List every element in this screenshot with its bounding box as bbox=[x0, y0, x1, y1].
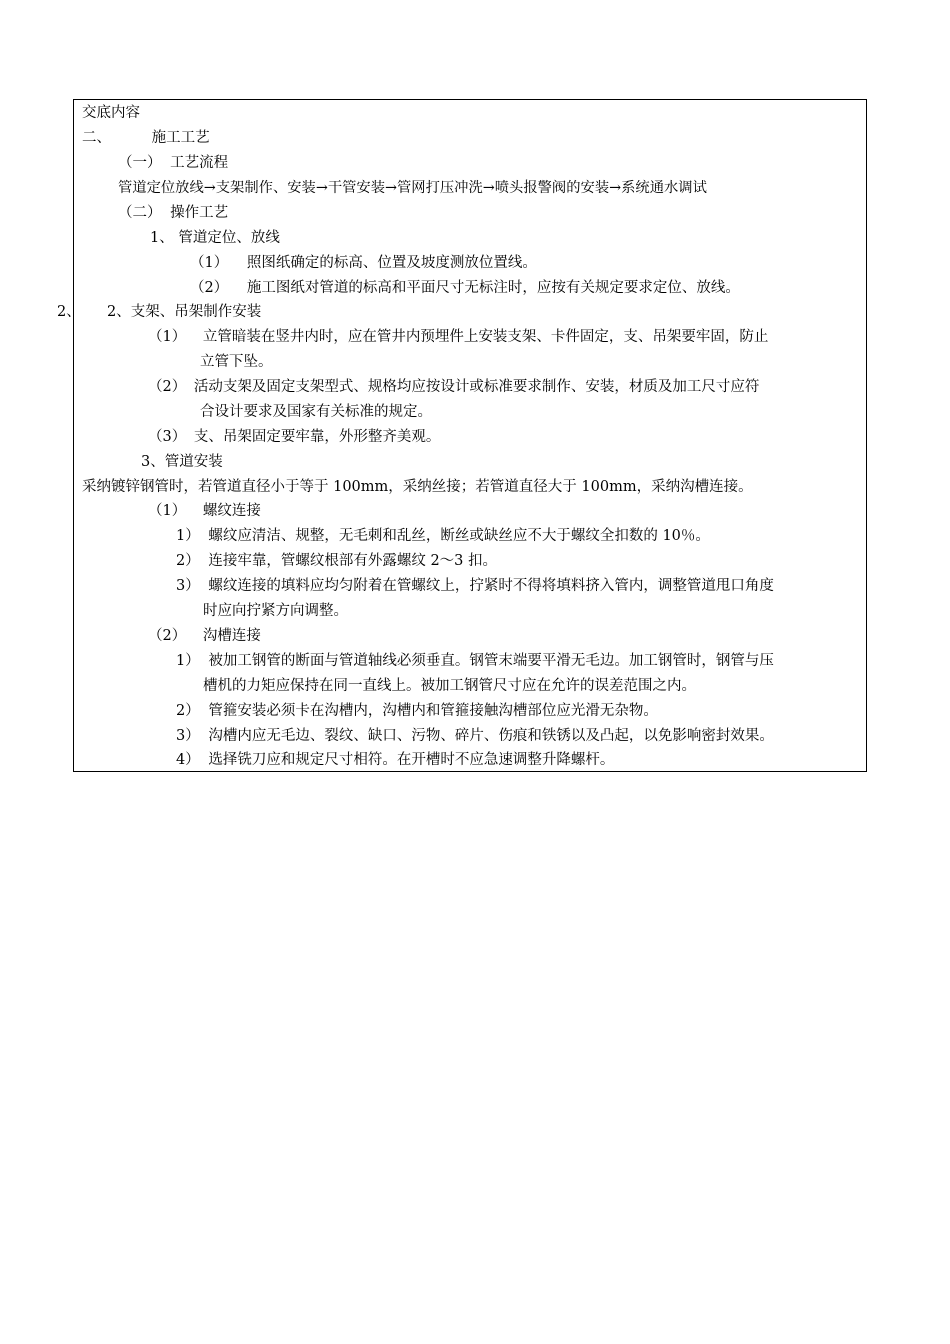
threaded-heading bbox=[148, 501, 261, 521]
item-2-point-3 bbox=[148, 427, 440, 447]
item-1-point-2 bbox=[190, 278, 740, 298]
threaded-rule-2-number: 2） bbox=[176, 553, 200, 569]
item-1-point-1-number: （1） bbox=[190, 255, 229, 271]
section-title: 施工工艺 bbox=[151, 130, 210, 146]
grooved-number: （2） bbox=[148, 628, 187, 644]
item-2-point-1-line-2: 立管下坠。 bbox=[200, 354, 273, 370]
threaded-rule-2 bbox=[176, 551, 497, 571]
grooved-rule-1 bbox=[176, 651, 774, 671]
item-1-point-2-number: （2） bbox=[190, 280, 229, 296]
subsection-2-number: （二） bbox=[118, 205, 162, 221]
item-2-point-3-text: 支、吊架固定要牢靠，外形整齐美观。 bbox=[193, 429, 441, 445]
grooved-rule-2-text: 管箍安装必须卡在沟槽内，沟槽内和管箍接触沟槽部位应光滑无杂物。 bbox=[208, 703, 658, 719]
item-3-title: 3、管道安装 bbox=[141, 454, 223, 470]
item-2-point-2-line-1: 活动支架及固定支架型式、规格均应按设计或标准要求制作、安装，材质及加工尺寸应符 bbox=[193, 379, 760, 395]
item-3-intro: 采纳镀锌钢管时，若管道直径小于等于 100mm，采纳丝接；若管道直径大于 100mm，采纳沟槽连接。 bbox=[82, 479, 753, 495]
grooved-rule-4-number: 4） bbox=[176, 752, 200, 768]
threaded-rule-1-text: 螺纹应清洁、规整，无毛刺和乱丝，断丝或缺丝应不大于螺纹全扣数的 10％。 bbox=[208, 528, 710, 544]
threaded-rule-1-number: 1） bbox=[176, 528, 200, 544]
item-1-point-1-text: 照图纸确定的标高、位置及坡度测放位置线。 bbox=[246, 255, 537, 271]
item-2-title: 2、支架、吊架制作安装 bbox=[107, 304, 262, 320]
item-1-point-2-text: 施工图纸对管道的标高和平面尺寸无标注时，应按有关规定要求定位、放线。 bbox=[246, 280, 740, 296]
grooved-rule-2-number: 2） bbox=[176, 703, 200, 719]
grooved-rule-3-number: 3） bbox=[176, 728, 200, 744]
item-1-point-1 bbox=[190, 253, 537, 273]
grooved-rule-4-text: 选择铣刀应和规定尺寸相符。在开槽时不应急速调整升降螺杆。 bbox=[208, 752, 615, 768]
section-heading bbox=[82, 128, 210, 148]
item-2-point-2-line-2: 合设计要求及国家有关标准的规定。 bbox=[200, 404, 432, 420]
box-title: 交底内容 bbox=[82, 105, 140, 121]
threaded-rule-3-line-2: 时应向拧紧方向调整。 bbox=[203, 603, 348, 619]
threaded-rule-2-text: 连接牢靠，管螺纹根部有外露螺纹 2～3 扣。 bbox=[208, 553, 498, 569]
grooved-heading bbox=[148, 626, 261, 646]
item-2-point-1-number: （1） bbox=[148, 329, 187, 345]
grooved-rule-1-number: 1） bbox=[176, 653, 200, 669]
subsection-1-heading bbox=[118, 153, 228, 173]
threaded-rule-1 bbox=[176, 526, 710, 546]
grooved-rule-1-line-2: 槽机的力矩应保持在同一直线上。被加工钢管尺寸应在允许的误差范围之内。 bbox=[203, 678, 696, 694]
grooved-rule-2 bbox=[176, 701, 658, 721]
threaded-rule-3 bbox=[176, 576, 774, 596]
grooved-rule-1-line-1: 被加工钢管的断面与管道轴线必须垂直。钢管末端要平滑无毛边。加工钢管时，钢管与压 bbox=[208, 653, 774, 669]
subsection-1-title: 工艺流程 bbox=[170, 155, 229, 171]
threaded-number: （1） bbox=[148, 503, 187, 519]
subsection-2-heading bbox=[118, 203, 228, 223]
grooved-rule-3 bbox=[176, 726, 774, 746]
process-flow: 管道定位放线→支架制作、安装→干管安装→管网打压冲洗→喷头报警阀的安装→系统通水调试 bbox=[118, 180, 707, 196]
subsection-2-title: 操作工艺 bbox=[170, 205, 229, 221]
threaded-title: 螺纹连接 bbox=[202, 503, 261, 519]
margin-label: 2、 bbox=[57, 304, 81, 320]
item-2-point-2 bbox=[148, 377, 759, 397]
section-number: 二、 bbox=[82, 130, 111, 146]
threaded-rule-3-number: 3） bbox=[176, 578, 200, 594]
grooved-rule-4 bbox=[176, 750, 614, 770]
item-2-point-2-number: （2） bbox=[148, 379, 187, 395]
threaded-rule-3-line-1: 螺纹连接的填料应均匀附着在管螺纹上，拧紧时不得将填料挤入管内，调整管道甩口角度 bbox=[208, 578, 774, 594]
item-1-title: 1、 管道定位、放线 bbox=[150, 230, 280, 246]
subsection-1-number: （一） bbox=[118, 155, 162, 171]
grooved-rule-3-text: 沟槽内应无毛边、裂纹、缺口、污物、碎片、伤痕和铁锈以及凸起，以免影响密封效果。 bbox=[208, 728, 774, 744]
grooved-title: 沟槽连接 bbox=[202, 628, 261, 644]
item-2-point-1 bbox=[148, 327, 768, 347]
item-2-point-3-number: （3） bbox=[148, 429, 187, 445]
item-2-point-1-line-1: 立管暗装在竖井内时，应在管井内预埋件上安装支架、卡件固定，支、吊架要牢固，防止 bbox=[202, 329, 769, 345]
